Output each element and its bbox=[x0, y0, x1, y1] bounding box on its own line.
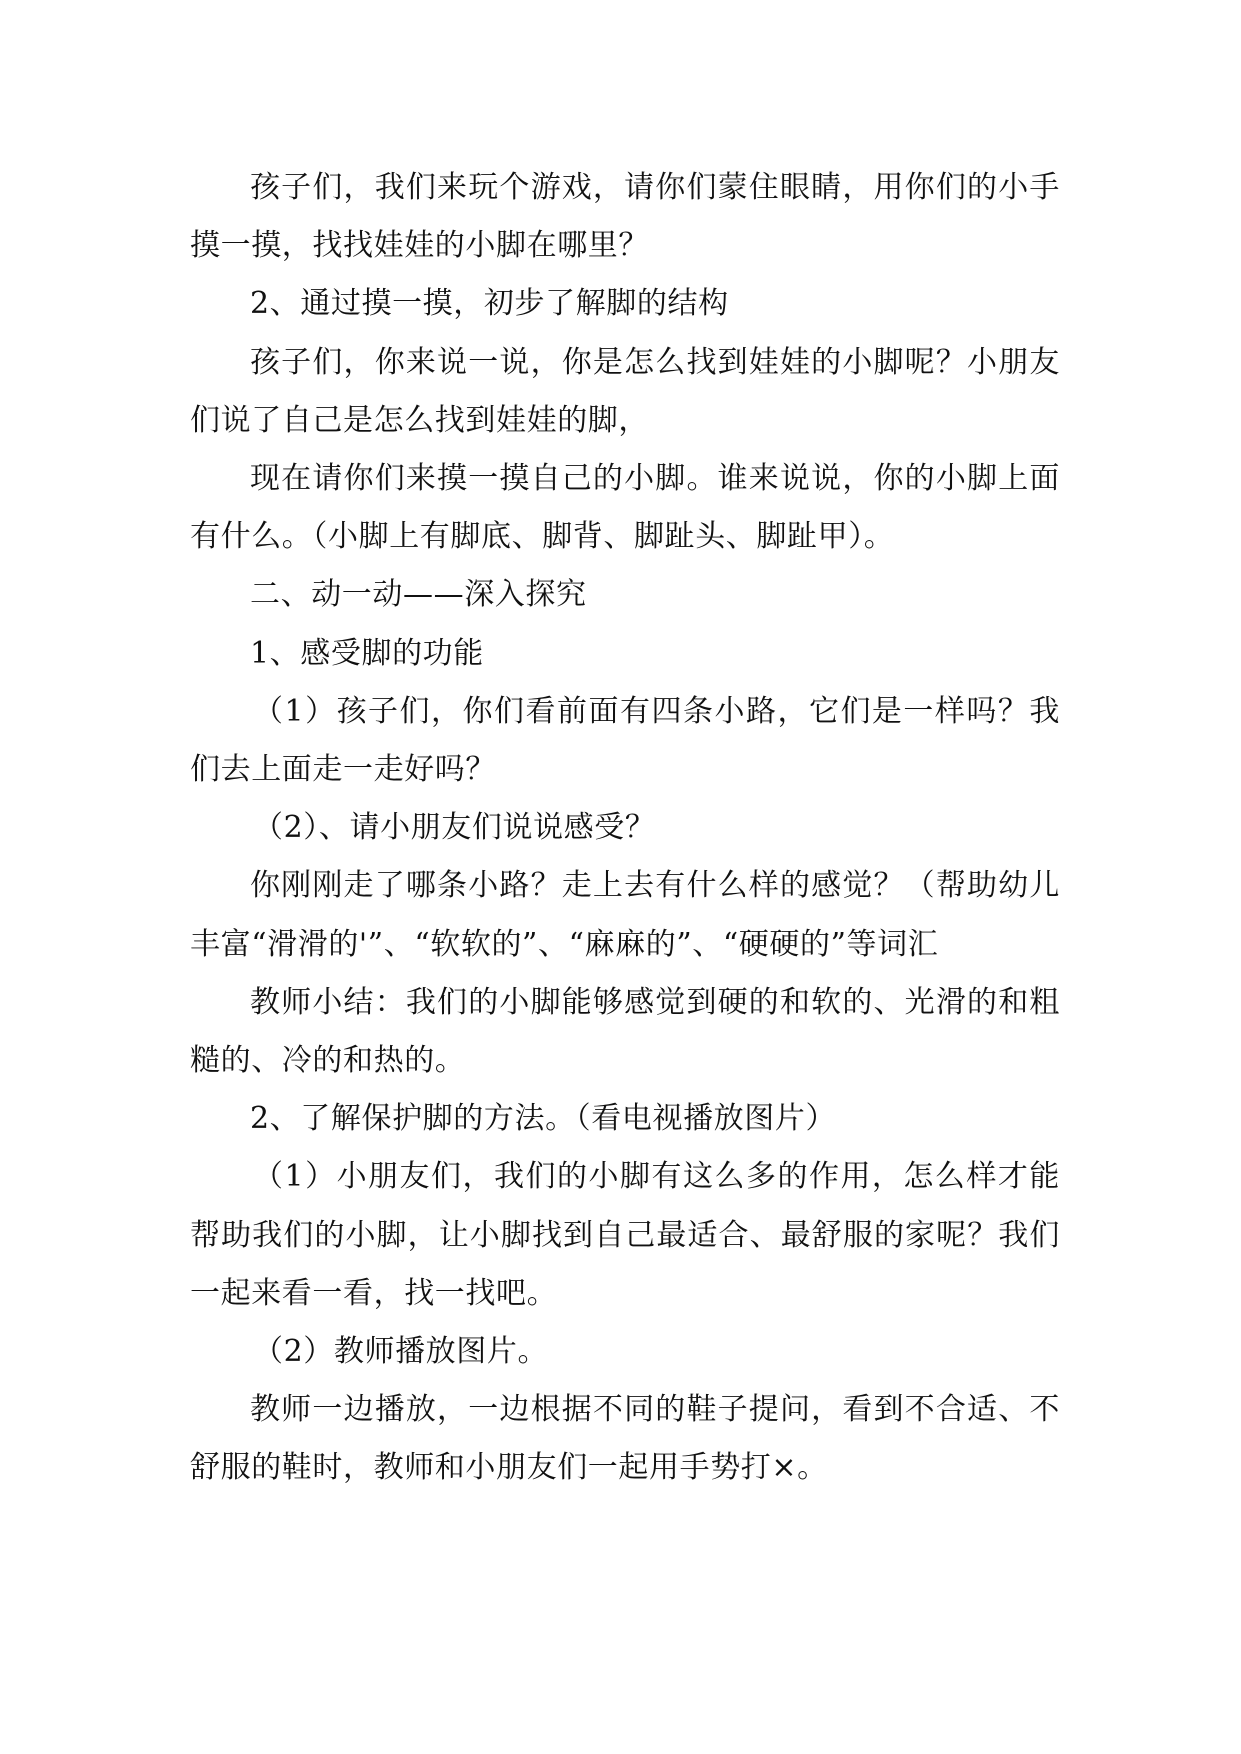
paragraph-find-feet: 孩子们，你来说一说，你是怎么找到娃娃的小脚呢？小朋友们说了自己是怎么找到娃娃的脚， bbox=[190, 344, 1060, 438]
paragraph-share-feelings: （2）、请小朋友们说说感受？ bbox=[253, 810, 656, 846]
paragraph-game-intro: 孩子们，我们来玩个游戏，请你们蒙住眼睛，用你们的小手摸一摸，找找娃娃的小脚在哪里？ bbox=[190, 170, 1060, 264]
section-heading-explore: 二、动一动——深入探究 bbox=[250, 577, 587, 613]
section-heading-function: 1、感受脚的功能 bbox=[250, 635, 484, 671]
paragraph-gesture: 教师一边播放，一边根据不同的鞋子提问，看到不合适、不舒服的鞋时，教师和小朋友们一起用手势打×。 bbox=[190, 1392, 1060, 1486]
section-heading-touch: 2、通过摸一摸，初步了解脚的结构 bbox=[250, 286, 729, 322]
document-body bbox=[190, 159, 1060, 1498]
paragraph-foot-parts: 现在请你们来摸一摸自己的小脚。谁来说说，你的小脚上面有什么。（小脚上有脚底、脚背、脚趾头、脚趾甲）。 bbox=[190, 461, 1060, 555]
section-heading-protect: 2、了解保护脚的方法。（看电视播放图片） bbox=[250, 1101, 837, 1137]
paragraph-play-pictures: （2）教师播放图片。 bbox=[253, 1334, 549, 1370]
paragraph-four-paths: （1）孩子们，你们看前面有四条小路，它们是一样吗？我们去上面走一走好吗？ bbox=[190, 693, 1060, 788]
paragraph-best-home: （1）小朋友们，我们的小脚有这么多的作用，怎么样才能帮助我们的小脚，让小脚找到自己最适合、最舒服的家呢？我们一起来看一看，找一找吧。 bbox=[190, 1159, 1060, 1311]
paragraph-path-feeling: 你刚刚走了哪条小路？走上去有什么样的感觉？（帮助幼儿丰富“滑滑的'”、“软软的”、“麻麻的”、“硬硬的”等词汇 bbox=[190, 868, 1060, 962]
paragraph-teacher-summary: 教师小结：我们的小脚能够感觉到硬的和软的、光滑的和粗糙的、冷的和热的。 bbox=[190, 984, 1060, 1079]
